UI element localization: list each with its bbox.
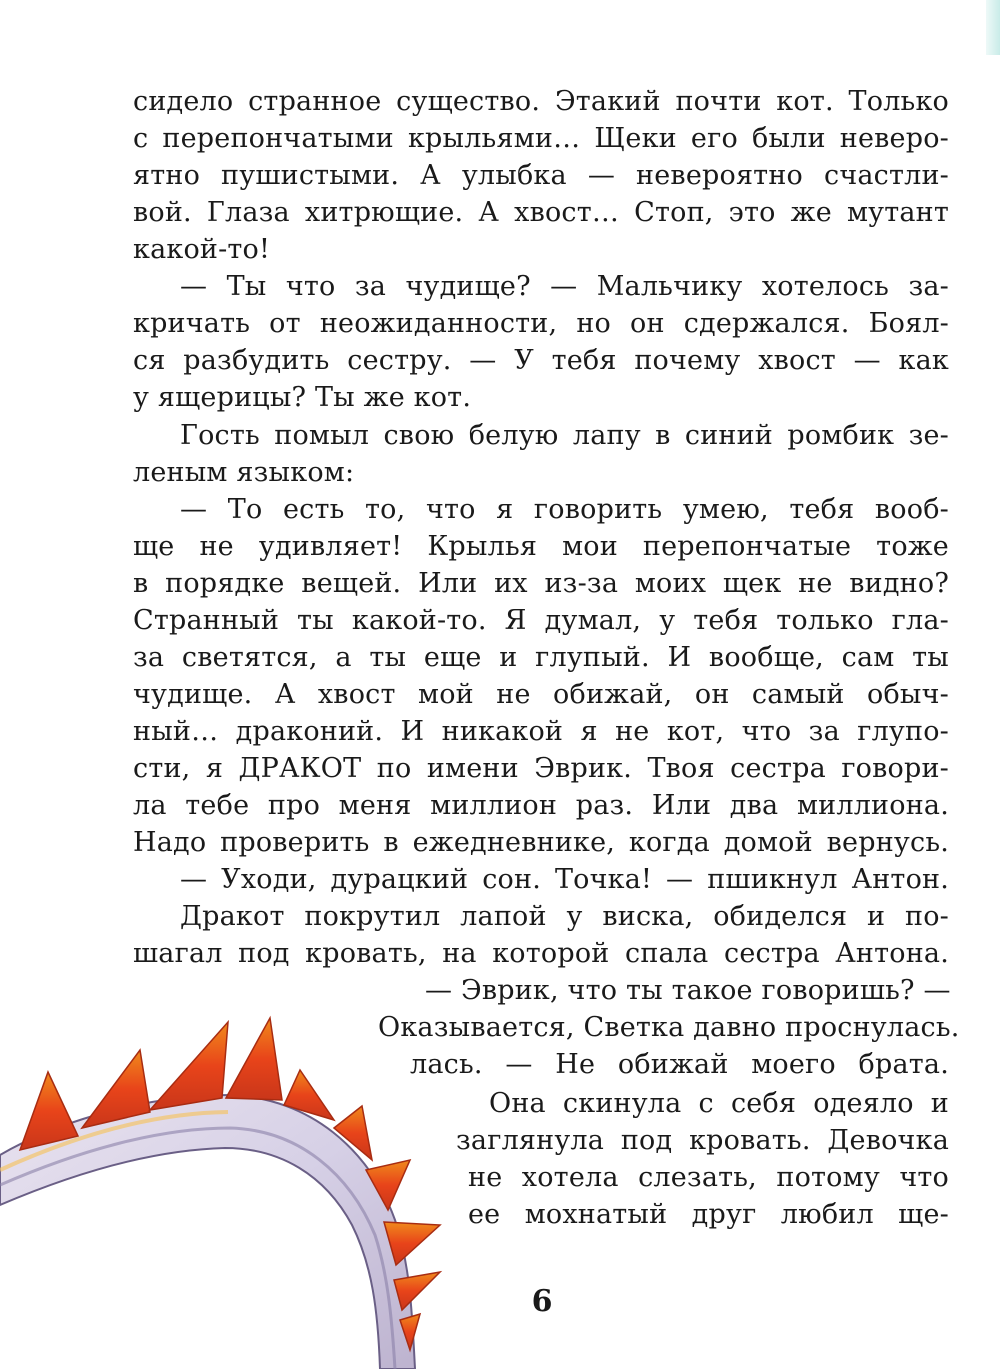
text-line: с перепончатыми крыльями… Щеки его были неверо-	[133, 123, 949, 154]
text-line: заглянула под кровать. Девочка	[456, 1125, 949, 1156]
text-line: вой. Глаза хитрющие. А хвост… Стоп, это же мутант	[133, 197, 949, 228]
page-number: 6	[531, 1284, 553, 1319]
text-line: — То есть то, что я говорить умею, тебя вооб-	[180, 494, 949, 525]
text-line: кричать от неожиданности, но он сдержался. Боял-	[133, 308, 949, 339]
text-line: ятно пушистыми. А улыбка — невероятно счастли-	[133, 160, 949, 191]
text-line: Надо проверить в ежедневнике, когда домой вернусь.	[133, 827, 949, 858]
text-line: Оказывается, Светка давно проснулась.	[378, 1012, 960, 1043]
text-line: — Эврик, что ты такое говоришь? —	[425, 975, 951, 1006]
text-line: Странный ты какой-то. Я думал, у тебя только гла-	[133, 605, 949, 636]
text-line: ла тебе про меня миллион раз. Или два миллиона.	[133, 790, 949, 821]
text-line: за светятся, а ты еще и глупый. И вообще, сам ты	[133, 642, 949, 673]
text-line: какой-то!	[133, 234, 271, 265]
text-line: леным языком:	[133, 457, 355, 488]
text-line: ся разбудить сестру. — У тебя почему хвост — как	[133, 345, 949, 376]
text-line: Дракот покрутил лапой у виска, обиделся и по-	[180, 901, 949, 932]
text-line: ный… драконий. И никакой я не кот, что за глупо-	[133, 716, 949, 747]
text-line: ще не удивляет! Крылья мои перепончатые тоже	[133, 531, 949, 562]
text-line: ее мохнатый друг любил ще-	[468, 1199, 949, 1230]
text-line: в порядке вещей. Или их из-за моих щек не видно?	[133, 568, 949, 599]
text-line: лась. — Не обижай моего брата.	[410, 1049, 949, 1080]
text-line: чудище. А хвост мой не обижай, он самый обыч-	[133, 679, 949, 710]
text-line: шагал под кровать, на которой спала сестра Антона.	[133, 938, 949, 969]
text-line: у ящерицы? Ты же кот.	[133, 382, 472, 413]
text-line: сидело странное существо. Этакий почти кот. Только	[133, 86, 949, 117]
text-line: Гость помыл свою белую лапу в синий ромбик зе-	[180, 420, 949, 451]
text-line: не хотела слезать, потому что	[468, 1162, 949, 1193]
text-line: — Уходи, дурацкий сон. Точка! — пшикнул Антон.	[180, 864, 949, 895]
text-line: сти, я ДРАКОТ по имени Эврик. Твоя сестра говори-	[133, 753, 949, 784]
text-line: Она скинула с себя одеяло и	[489, 1088, 949, 1119]
text-line: — Ты что за чудище? — Мальчику хотелось за-	[180, 271, 949, 302]
